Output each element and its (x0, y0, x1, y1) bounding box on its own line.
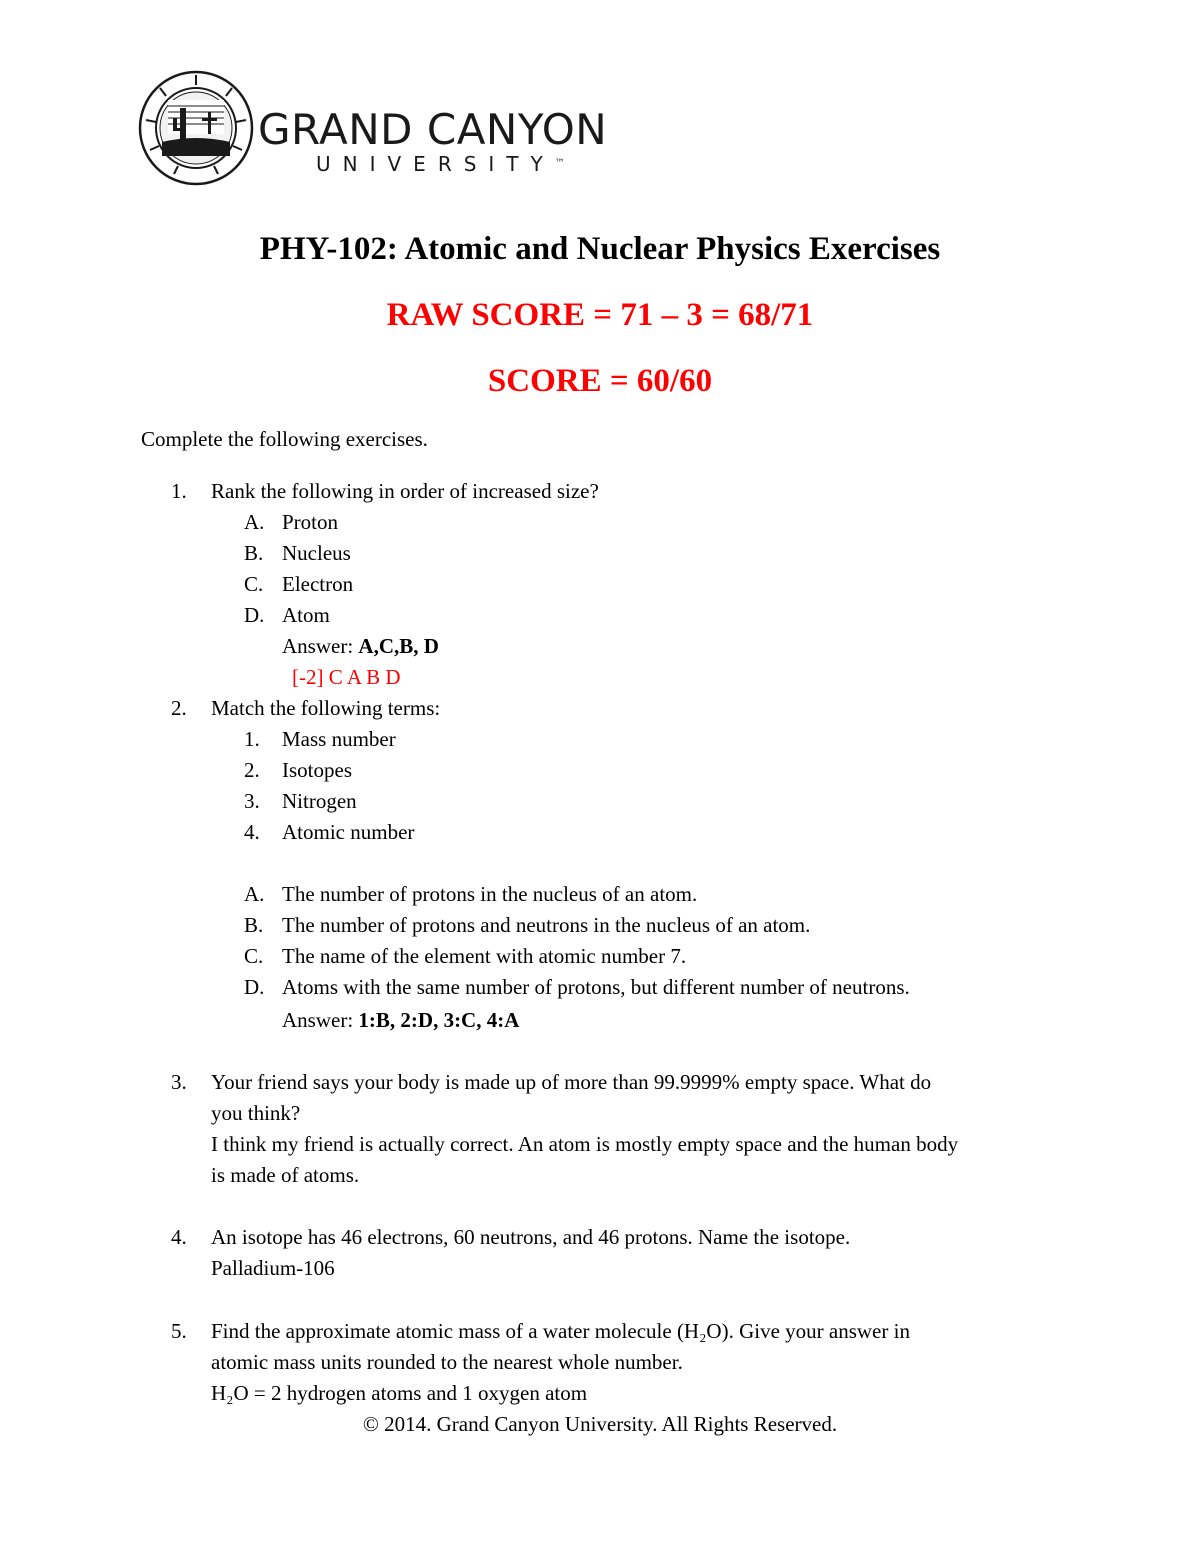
raw-score: RAW SCORE = 71 – 3 = 68/71 (386, 297, 814, 333)
q5-answer: H₂O = 2 hydrogen atoms and 1 oxygen atom (211, 1381, 588, 1405)
instructions: Complete the following exercises. (141, 427, 428, 451)
q1-option-c: C. Electron (244, 572, 354, 596)
q1-option-d: D. Atom (244, 603, 330, 627)
q2-definition-b: B. The number of protons and neutrons in the nucleus of an atom. (244, 913, 811, 937)
university-wordmark-subline: UNIVERSITY™ (316, 152, 565, 176)
q3-answer-cont: is made of atoms. (211, 1163, 360, 1187)
q1-correction: [-2] C A B D (292, 665, 401, 689)
q2-definition-a: A. The number of protons in the nucleus of an atom. (244, 882, 698, 906)
question-4: 4. An isotope has 46 electrons, 60 neutrons, and 46 protons. Name the isotope. (171, 1225, 851, 1249)
question-3: 3. Your friend says your body is made up of more than 99.9999% empty space. What do (171, 1070, 932, 1094)
q2-definition-c: C. The name of the element with atomic number 7. (244, 944, 687, 968)
q2-definition-d: D. Atoms with the same number of protons, but different number of neutrons. (244, 975, 910, 999)
university-wordmark: GRAND CANYON (258, 105, 608, 154)
university-seal-logo (138, 70, 254, 186)
question-3-cont: you think? (211, 1101, 301, 1125)
q2-term-4: 4. Atomic number (244, 820, 415, 844)
question-2: 2. Match the following terms: (171, 696, 441, 720)
q1-option-a: A. Proton (244, 510, 339, 534)
q3-answer: I think my friend is actually correct. An atom is mostly empty space and the human body (211, 1132, 959, 1156)
document-title: PHY-102: Atomic and Nuclear Physics Exercises (259, 231, 941, 267)
q2-term-1: 1. Mass number (244, 727, 396, 751)
q2-answer: Answer: 1:B, 2:D, 3:C, 4:A (282, 1008, 520, 1032)
q4-answer: Palladium-106 (211, 1256, 335, 1280)
question-1: 1. Rank the following in order of increased size? (171, 479, 599, 503)
question-5-cont: atomic mass units rounded to the nearest whole number. (211, 1350, 683, 1374)
q1-answer: Answer: A,C,B, D (282, 634, 439, 658)
q2-term-3: 3. Nitrogen (244, 789, 357, 813)
final-score: SCORE = 60/60 (487, 363, 713, 399)
q2-term-2: 2. Isotopes (244, 758, 352, 782)
question-5: 5. Find the approximate atomic mass of a water molecule (H₂O). Give your answer in (171, 1319, 910, 1343)
q1-option-b: B. Nucleus (244, 541, 351, 565)
copyright-footer: © 2014. Grand Canyon University. All Rights Reserved. (362, 1412, 838, 1436)
